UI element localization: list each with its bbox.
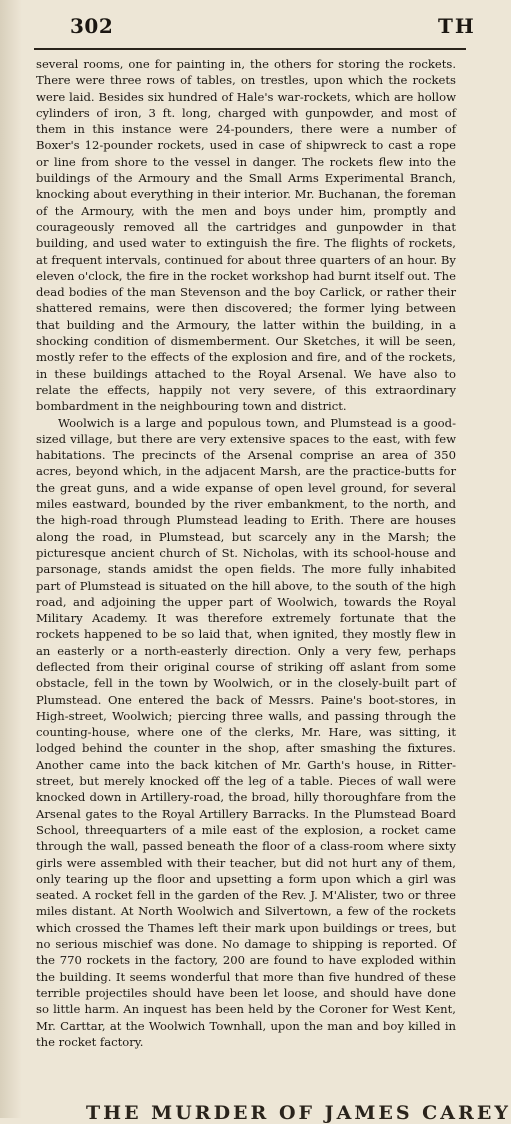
article-paragraph-1: several rooms, one for painting in, the others for storing the rockets. There were three rows of tables, on trestles, upon which the rockets were laid. Besides six hundred of Hale's war-rockets, which are hollow cylinders of iron, 3 ft. long, charged with gunpowder, and most of them in this instance were 24-pounders, there were a number of Boxer's 12-pounder rockets, used in case of shipwreck to cast a rope or line from shore to the vessel in danger. The rockets flew into the buildings of the Armoury and the Small Arms Experimental Branch, knocking about everything in their interior. Mr. Buchanan, the foreman of the Armoury, with the men and boys under him, promptly and courageously removed all the cartridges and gunpowder in that building, and used water to extinguish the fire. The flights of rockets, at frequent intervals, continued for about three quarters of an hour. By eleven o'clock, the fire in the rocket workshop had burnt itself out. The dead bodies of the man Stevenson and the boy Carlick, or rather their shattered remains, were then discovered; the former lying between that building and the Armoury, the latter within the building, in a shocking condition of dismemberment. Our Sketches, it will be seen, mostly refer to the effects of the explosion and fire, and of the rockets, in these buildings attached to the Royal Arsenal. We have also to relate the effects, happily not very severe, of this extraordinary bombardment in the neighbouring town and district. <box>36 57 456 414</box>
article-paragraph-2: Woolwich is a large and populous town, and Plumstead is a good-sized village, but there are very extensive spaces to the east, with few habitations. The precincts of the Arsenal comprise an area of 350 acres, beyond which, in the adjacent Marsh, are the practice-butts for the great guns, and a wide expanse of open level ground, for several miles eastward, bounded by the river embankment, to the north, and the high-road through Plumstead leading to Erith. There are houses along the road, in Plumstead, but scarcely any in the Marsh; the picturesque ancient church of St. Nicholas, with its school-house and parsonage, stands amidst the open fields. The more fully inhabited part of Plumstead is situated on the hill above, to the south of the high road, and adjoining the upper part of Woolwich, towards the Royal Military Academy. It was therefore extremely fortunate that the rockets happened to be so laid that, when ignited, they mostly flew in an easterly or a north-easterly direction. Only a very few, perhaps deflected from their original course of striking off aslant from some obstacle, fell in the town by Woolwich, or in the closely-built part of Plumstead. One entered the back of Messrs. Paine's boot-stores, in High-street, Woolwich; piercing three walls, and passing through the counting-house, where one of the clerks, Mr. Hare, was sitting, it lodged behind the counter in the shop, after smashing the fixtures. Another came into the back kitchen of Mr. Garth's house, in Ritter-street, but merely knocked off the leg of a table. Pieces of wall were knocked down in Artillery-road, the broad, hilly thoroughfare from the Arsenal gates to the Royal Artillery Barracks. In the Plumstead Board School, threequarters of a mile east of the explosion, a rocket came through the wall, passed beneath the floor of a class-room where sixty girls were assembled with their teacher, but did not hurt any of them, only tearing up the floor and upsetting a form upon which a girl was seated. A rocket fell in the garden of the Rev. J. M'Alister, two or three miles distant. At North Woolwich and Silvertown, a few of the rockets which crossed the Thames left their mark upon buildings or trees, but no serious mischief was done. No damage to shipping is reported. Of the 770 rockets in the factory, 200 are found to have exploded within the building. It seems wonderful that more than five hundred of these terrible projectiles should have been let loose, and should have done so little harm. An inquest has been held by the Coroner for West Kent, Mr. Carttar, at the Woolwich Townhall, upon the man and boy killed in the rocket factory. <box>36 415 456 1049</box>
article-column <box>36 56 456 1080</box>
page-edge-shadow <box>0 0 22 1118</box>
running-head: TH <box>438 14 476 38</box>
next-article-heading: THE MURDER OF JAMES CAREY <box>86 1102 511 1124</box>
header-rule <box>34 48 466 50</box>
page-number: 302 <box>70 14 114 38</box>
